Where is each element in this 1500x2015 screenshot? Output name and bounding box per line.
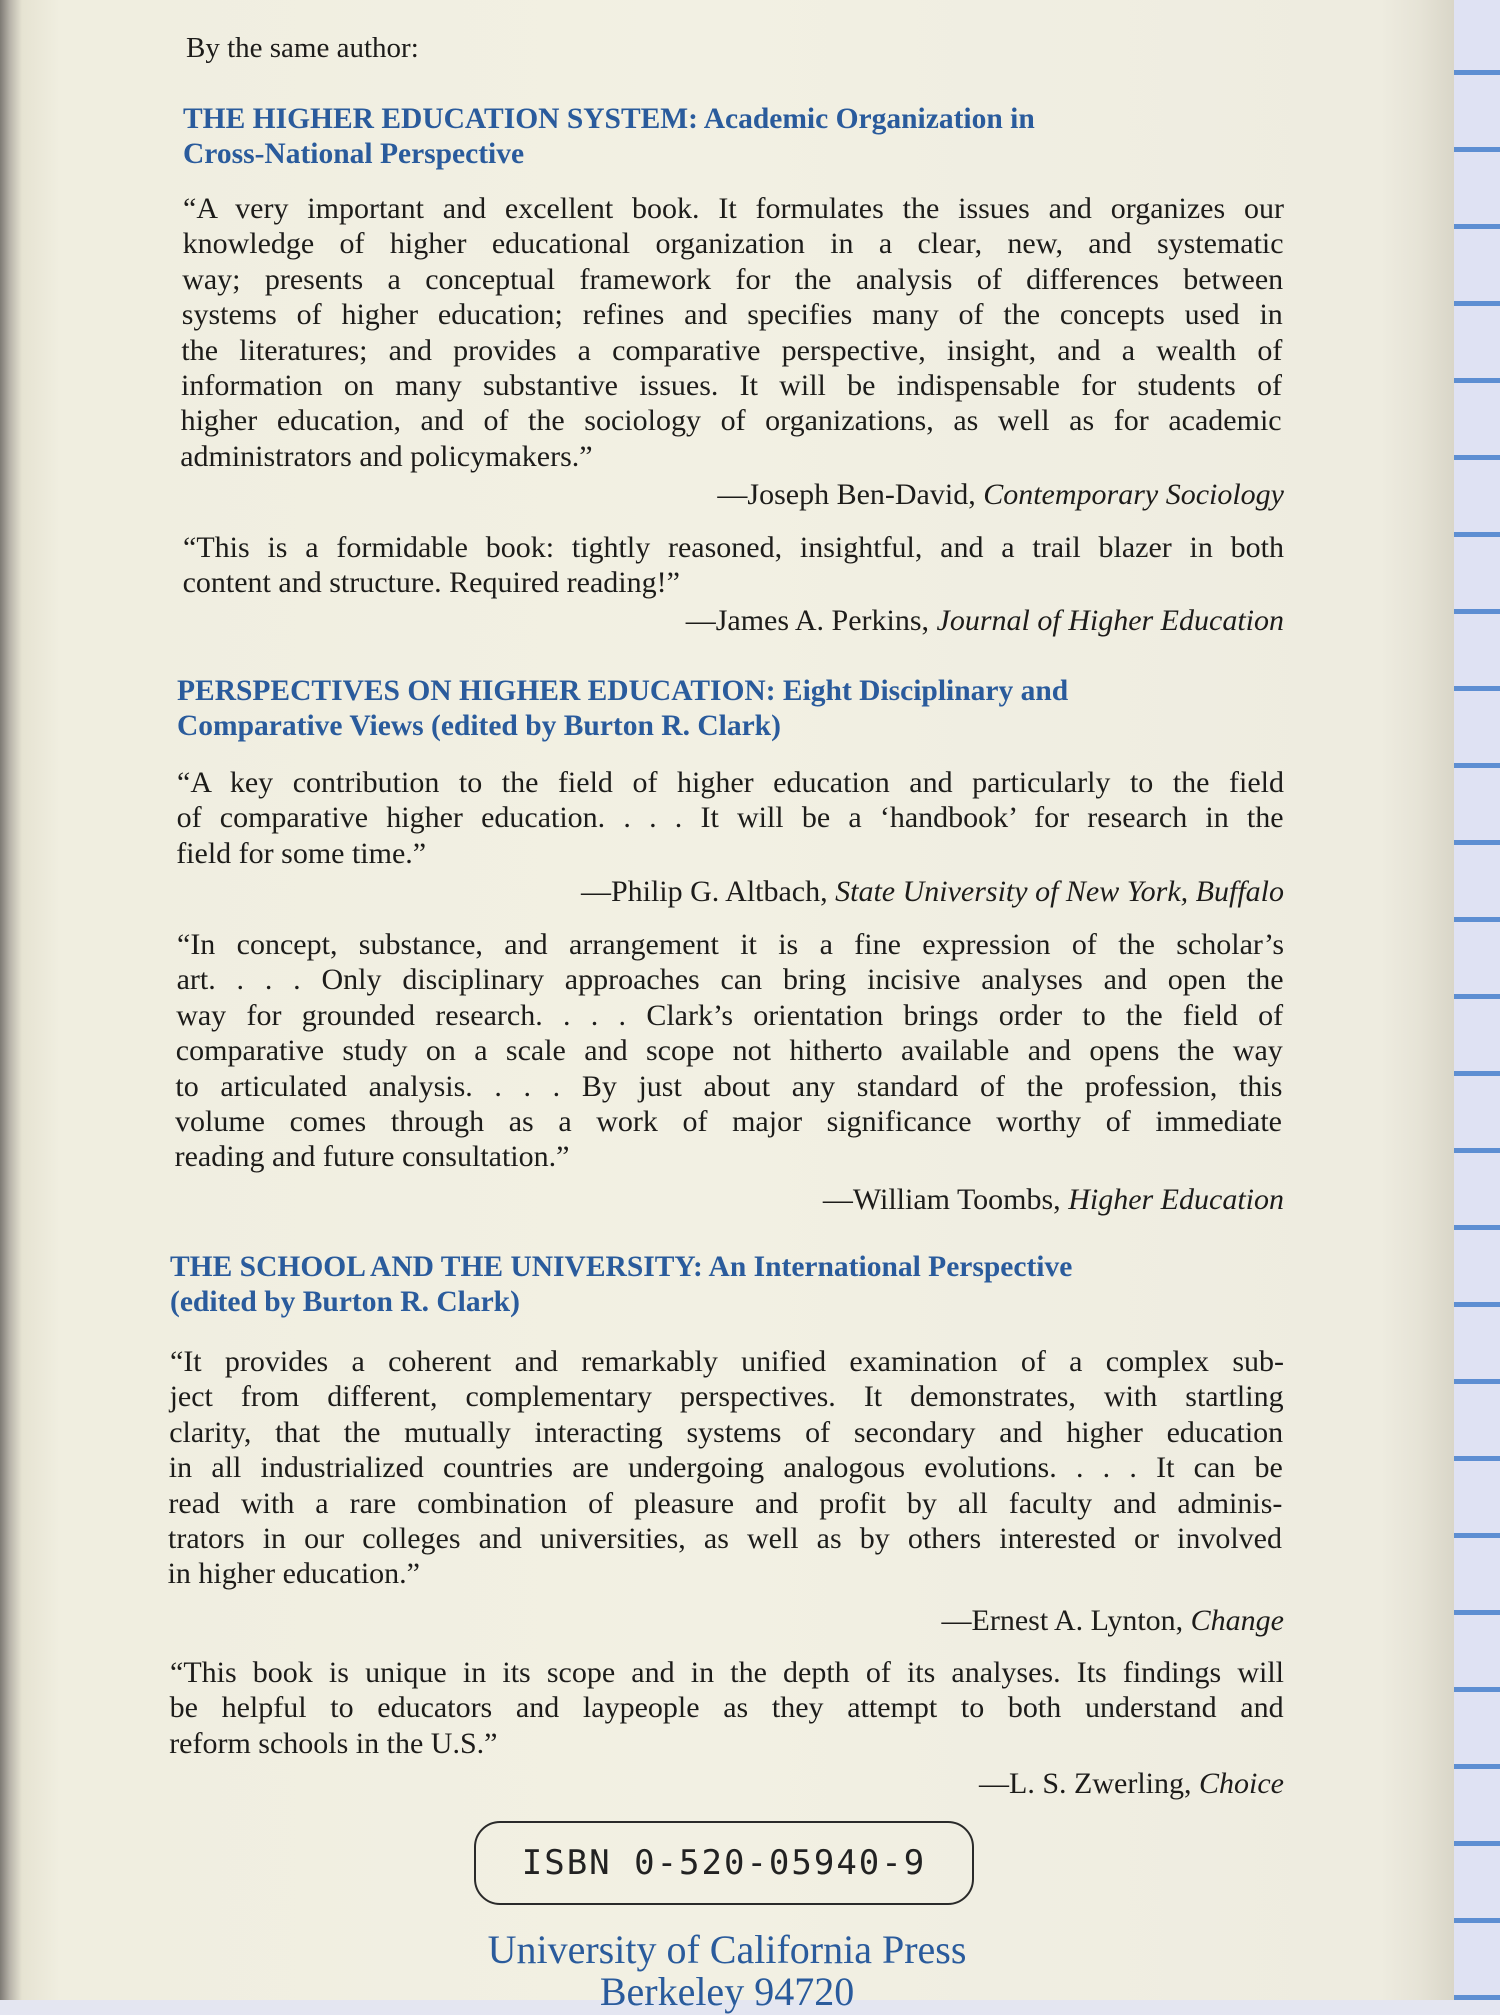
review-text-line: clarity, that the mutually interacting systems of secondary and higher education <box>169 1415 1284 1449</box>
review-text-line: information on many substantive issues. It will be indispensable for students of <box>181 369 1282 402</box>
intro-text: By the same author: <box>186 32 419 64</box>
publisher-name: University of California Press <box>487 1927 967 1972</box>
book-title-line: THE HIGHER EDUCATION SYSTEM: Academic Organization in <box>183 103 1035 135</box>
book-title-line: (edited by Burton R. Clark) <box>170 1286 520 1319</box>
review-text-line: reform schools in the U.S.” <box>169 1726 498 1760</box>
review-text-line: trators in our colleges and universities, as well as by others interested or involved <box>168 1522 1282 1555</box>
book-title-line: Cross-National Perspective <box>183 138 525 171</box>
review-text-line: content and structure. Required reading!” <box>182 566 680 600</box>
review-text-line: “A key contribution to the field of higher education and particularly to the field <box>177 766 1284 799</box>
review-attribution <box>172 1766 1284 1802</box>
review-text-line: way; presents a conceptual framework for the analysis of differences between <box>182 262 1284 296</box>
review-text-line: “This is a formidable book: tightly reasoned, insightful, and a trail blazer in both <box>183 531 1284 564</box>
reviewer-name: —L. S. Zwerling, <box>979 1767 1200 1800</box>
review-text-line: “This book is unique in its scope and in the depth of its analyses. Its findings will <box>170 1656 1284 1689</box>
review-text-line: “It provides a coherent and remarkably unified examination of a complex sub- <box>170 1345 1284 1378</box>
review-attribution <box>179 1182 1284 1218</box>
book-title-line: Comparative Views (edited by Burton R. Clark) <box>177 710 781 743</box>
reviewer-name: —Ernest A. Lynton, <box>941 1604 1191 1637</box>
review-source: Change <box>1190 1604 1284 1637</box>
review-text-line: way for grounded research. . . . Clark’s orientation brings order to the field of <box>176 998 1284 1032</box>
review-text-line: higher education, and of the sociology of organizations, as well as for academic <box>180 404 1282 438</box>
review-text-line: administrators and policymakers.” <box>180 439 593 473</box>
review-source: Contemporary Sociology <box>983 478 1284 511</box>
reviewer-name: —Joseph Ben-David, <box>717 478 984 511</box>
publisher-city: Berkeley 94720 <box>599 1969 855 2014</box>
review-text-line: volume comes through as a work of major significance worthy of immediate <box>175 1105 1282 1138</box>
review-text-line: knowledge of higher educational organization in a clear, new, and systematic <box>182 227 1284 261</box>
review-text-line: of comparative higher education. . . . It will be a ‘handbook’ for research in the <box>176 801 1284 835</box>
review-source: Higher Education <box>1068 1183 1284 1216</box>
review-text-line: art. . . . Only disciplinary approaches can bring incisive analyses and open the <box>176 963 1284 997</box>
review-attribution <box>185 477 1284 513</box>
book-title-line: THE SCHOOL AND THE UNIVERSITY: An International Perspective <box>170 1251 1073 1283</box>
review-source: Journal of Higher Education <box>936 604 1284 637</box>
review-text-line: reading and future consultation.” <box>174 1140 570 1174</box>
review-attribution <box>179 874 1284 910</box>
review-text-line: comparative study on a scale and scope not hitherto available and opens the way <box>175 1034 1283 1068</box>
review-attribution <box>185 603 1284 639</box>
isbn-box <box>474 1821 974 1905</box>
reviewer-name: —Philip G. Altbach, <box>580 875 836 908</box>
lined-paper-background <box>1452 0 1500 2000</box>
review-text-line: read with a rare combination of pleasure and profit by all faculty and adminis- <box>168 1486 1283 1520</box>
review-attribution <box>172 1603 1284 1639</box>
review-text-line: to articulated analysis. . . . By just about any standard of the profession, this <box>175 1069 1283 1103</box>
review-text-line: field for some time.” <box>176 836 427 870</box>
review-source: Choice <box>1199 1767 1284 1800</box>
isbn-text: ISBN 0-520-05940-9 <box>521 1843 927 1883</box>
reviewer-name: —James A. Perkins, <box>685 604 937 637</box>
reviewer-name: —William Toombs, <box>822 1183 1069 1216</box>
review-text-line: “In concept, substance, and arrangement it is a fine expression of the scholar’s <box>177 928 1284 961</box>
review-text-line: “A very important and excellent book. It formulates the issues and organizes our <box>183 192 1284 225</box>
review-text-line: in all industrialized countries are undergoing analogous evolutions. . . . It can be <box>168 1451 1283 1485</box>
review-text-line: in higher education.” <box>167 1557 421 1591</box>
book-title-line: PERSPECTIVES ON HIGHER EDUCATION: Eight Disciplinary and <box>177 675 1069 707</box>
review-text-line: the literatures; and provides a comparative perspective, insight, and a wealth of <box>181 333 1283 367</box>
review-text-line: ject from different, complementary perspectives. It demonstrates, with startling <box>169 1380 1284 1414</box>
review-text-line: systems of higher education; refines and specifies many of the concepts used in <box>181 298 1283 332</box>
review-source: State University of New York, Buffalo <box>835 875 1284 908</box>
review-text-line: be helpful to educators and laypeople as they attempt to both understand and <box>169 1691 1284 1725</box>
